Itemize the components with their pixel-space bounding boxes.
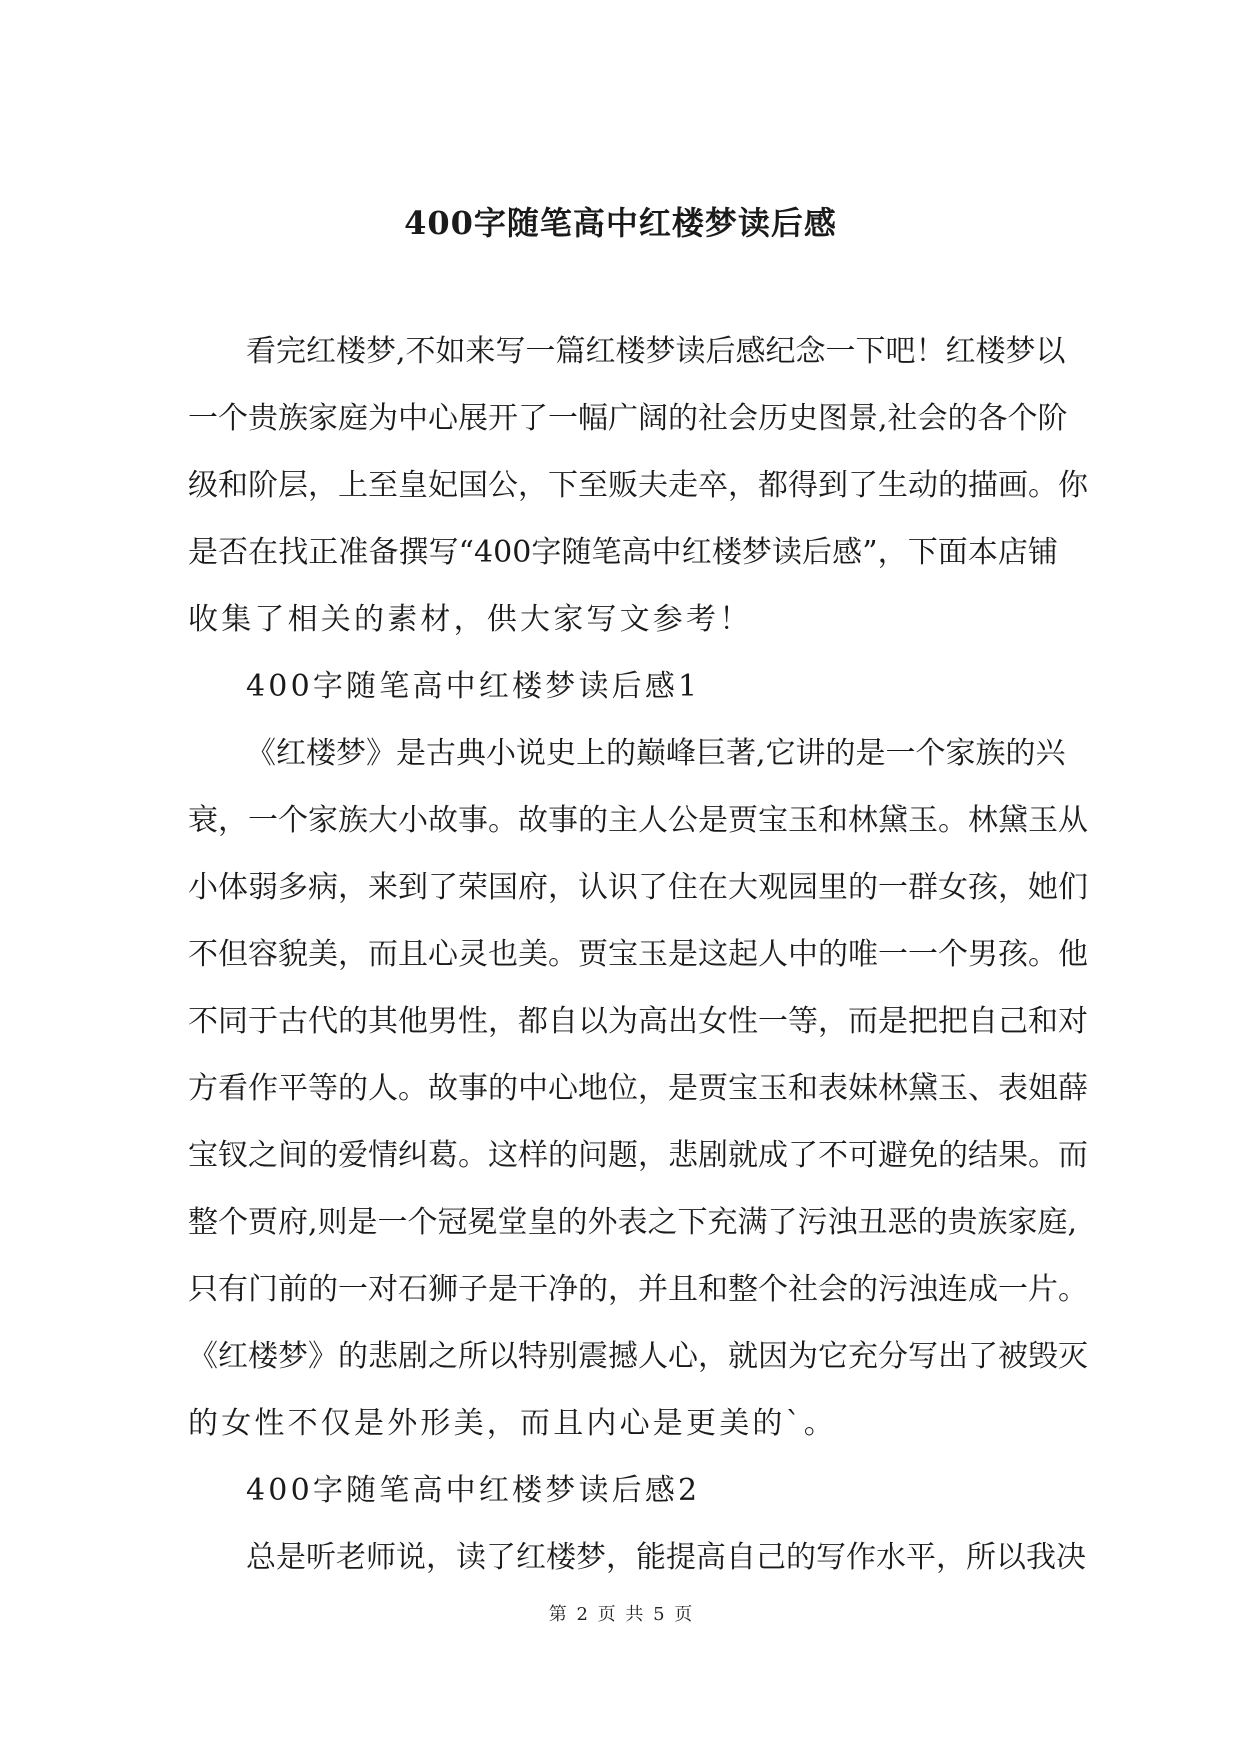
body-text [188,330,1088,1603]
text-line: 小体弱多病，来到了荣国府，认识了住在大观园里的一群女孩，她们 [188,870,1088,905]
text-line: 是否在找正准备撰写“400字随笔高中红楼梦读后感”，下面本店铺 [188,535,1058,570]
text-line: 方看作平等的人。故事的中心地位，是贾宝玉和表妹林黛玉、表姐薛 [188,1071,1088,1106]
text-line: 衰，一个家族大小故事。故事的主人公是贾宝玉和林黛玉。林黛玉从 [188,803,1088,838]
text-line: 《红楼梦》的悲剧之所以特别震撼人心，就因为它充分写出了被毁灭 [188,1339,1088,1374]
text-line: 只有门前的一对石狮子是干净的，并且和整个社会的污浊连成一片。 [188,1272,1088,1307]
text-line: 400字随笔高中红楼梦读后感2 [246,1473,701,1508]
page-title: 400字随笔高中红楼梦读后感 [404,204,837,242]
text-line: 不同于古代的其他男性，都自以为高出女性一等，而是把把自己和对 [188,1004,1088,1039]
text-line: 400字随笔高中红楼梦读后感1 [246,669,701,704]
text-line: 看完红楼梦,不如来写一篇红楼梦读后感纪念一下吧！红楼梦以 [246,334,1066,369]
text-line: 的女性不仅是外形美，而且内心是更美的`。 [188,1406,837,1441]
text-line: 《红楼梦》是古典小说史上的巅峰巨著,它讲的是一个家族的兴 [246,736,1066,771]
text-line: 一个贵族家庭为中心展开了一幅广阔的社会历史图景,社会的各个阶 [188,401,1068,436]
text-line: 总是听老师说，读了红楼梦，能提高自己的写作水平，所以我决 [246,1540,1086,1575]
text-line: 整个贾府,则是一个冠冕堂皇的外表之下充满了污浊丑恶的贵族家庭, [188,1205,1078,1240]
text-line: 收集了相关的素材，供大家写文参考！ [188,602,753,637]
page-footer: 第 2 页 共 5 页 [548,1604,693,1625]
text-line: 不但容貌美，而且心灵也美。贾宝玉是这起人中的唯一一个男孩。他 [188,937,1088,972]
text-line: 级和阶层，上至皇妃国公，下至贩夫走卒，都得到了生动的描画。你 [188,468,1088,503]
text-line: 宝钗之间的爱情纠葛。这样的问题，悲剧就成了不可避免的结果。而 [188,1138,1088,1173]
